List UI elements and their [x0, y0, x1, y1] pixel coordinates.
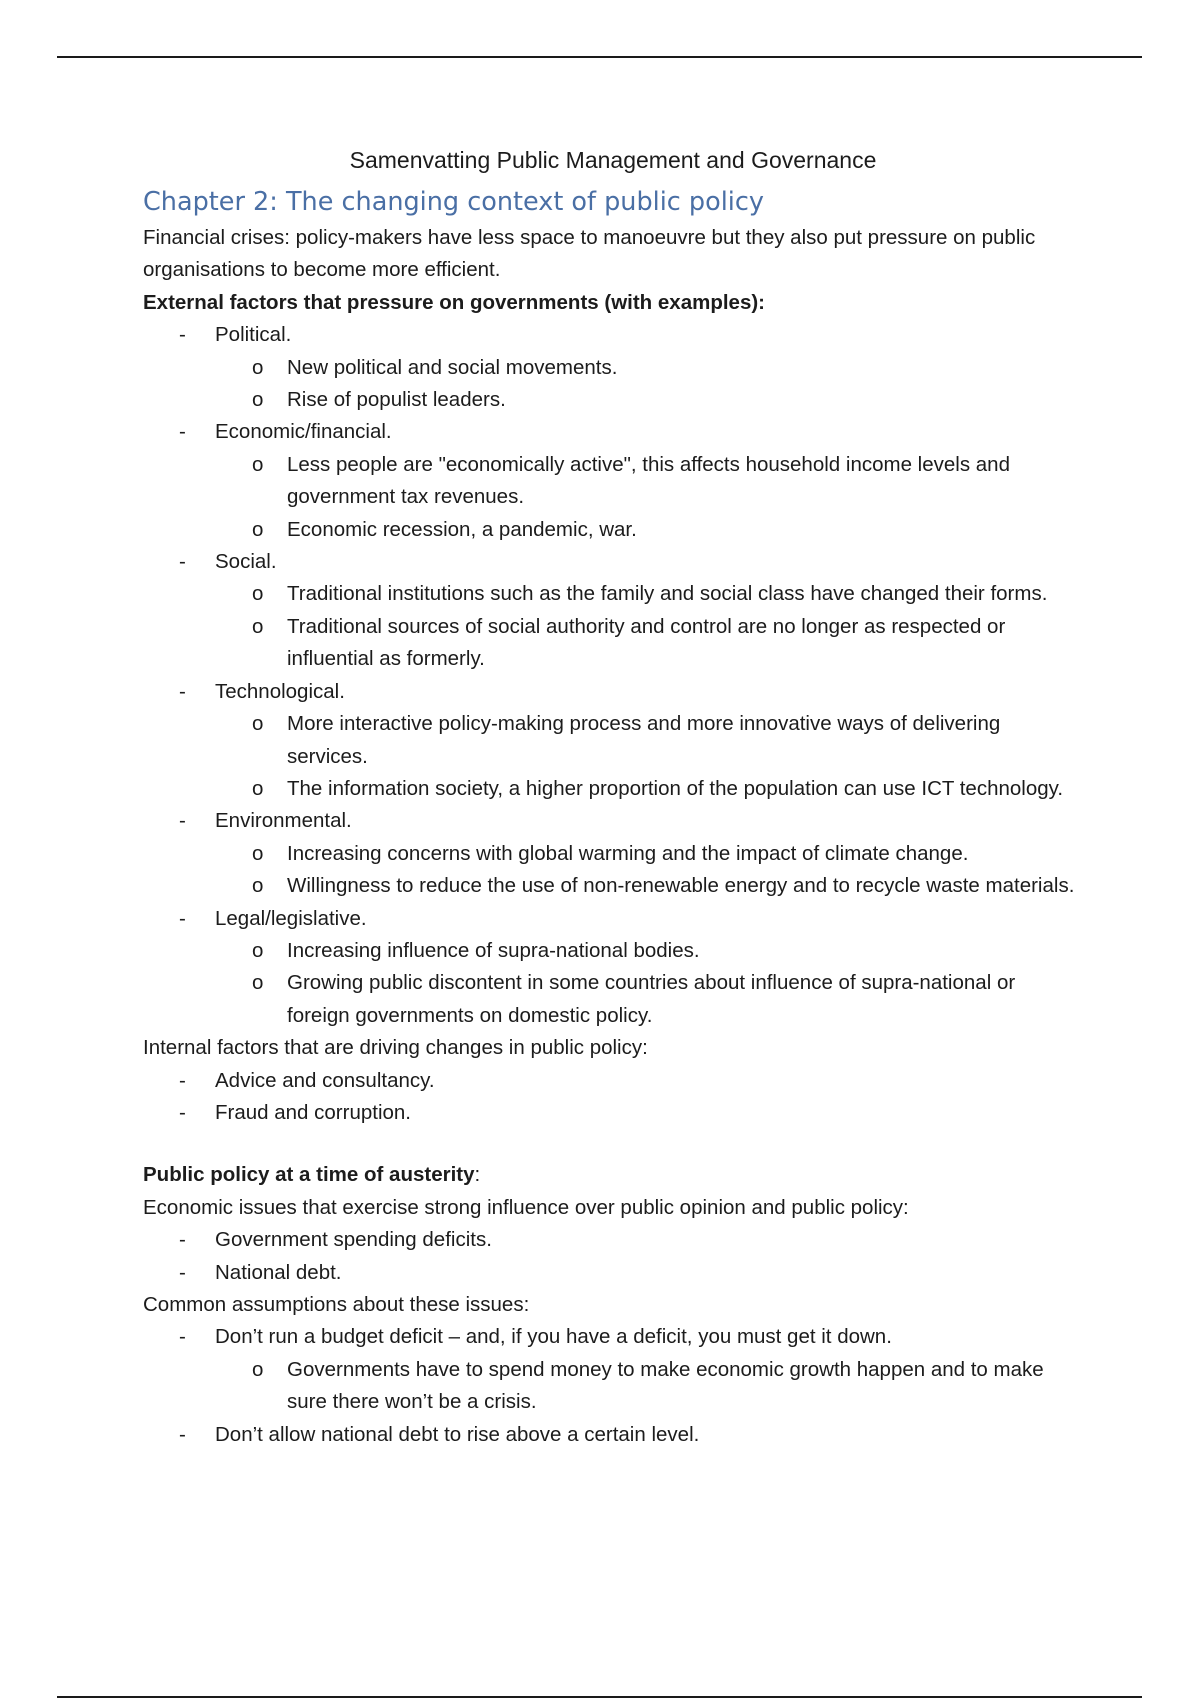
- example-item: [143, 1354, 1083, 1419]
- example-text: Governments have to spend money to make economic growth happen and to make sure there won’t be a crisis.: [287, 1357, 1044, 1414]
- example-item: [143, 967, 1083, 1032]
- circle-bullet: o: [252, 517, 264, 541]
- assumptions-list: [143, 1321, 1083, 1451]
- external-factors-list: [143, 319, 1083, 1032]
- circle-bullet: o: [252, 614, 264, 638]
- factor-economic: [143, 416, 1083, 546]
- external-factors-heading: External factors that pressure on governments (with examples):: [143, 290, 765, 314]
- dash-bullet: -: [179, 906, 186, 930]
- circle-bullet: o: [252, 1357, 264, 1381]
- list-item: [143, 1257, 1083, 1289]
- list-item: [143, 1097, 1083, 1129]
- factor-social: [143, 546, 1083, 676]
- dash-bullet: -: [179, 1068, 186, 1092]
- example-item: [143, 514, 1083, 546]
- factor-label: Legal/legislative.: [215, 906, 367, 930]
- internal-factors-heading: Internal factors that are driving changes in public policy:: [143, 1036, 648, 1060]
- list-item-text: Government spending deficits.: [215, 1228, 492, 1252]
- example-item: [143, 935, 1083, 967]
- factor-label: Technological.: [215, 679, 345, 703]
- circle-bullet: o: [252, 971, 264, 995]
- list-item-text: Advice and consultancy.: [215, 1068, 435, 1092]
- example-list: [143, 838, 1083, 903]
- assumption-item: [143, 1321, 1083, 1418]
- internal-factors-list: [143, 1065, 1083, 1130]
- example-list: [143, 935, 1083, 1032]
- example-text: Economic recession, a pandemic, war.: [287, 517, 637, 541]
- example-list: [143, 449, 1083, 546]
- example-list: [143, 578, 1083, 675]
- example-list: [143, 708, 1083, 805]
- circle-bullet: o: [252, 452, 264, 476]
- dash-bullet: -: [179, 1325, 186, 1349]
- document-body: [143, 140, 1083, 1451]
- example-item: [143, 870, 1083, 902]
- document-title: Samenvatting Public Management and Governance: [349, 147, 877, 173]
- circle-bullet: o: [252, 776, 264, 800]
- assumptions-intro: Common assumptions about these issues:: [143, 1293, 530, 1316]
- list-item-text: National debt.: [215, 1260, 342, 1284]
- circle-bullet: o: [252, 582, 264, 606]
- dash-bullet: -: [179, 1100, 186, 1124]
- circle-bullet: o: [252, 841, 264, 865]
- dash-bullet: -: [179, 1228, 186, 1252]
- circle-bullet: o: [252, 712, 264, 736]
- factor-label: Social.: [215, 550, 277, 574]
- circle-bullet: o: [252, 355, 264, 379]
- dash-bullet: -: [179, 1260, 186, 1284]
- austerity-heading-colon: :: [474, 1163, 481, 1187]
- list-item: [143, 1224, 1083, 1256]
- dash-bullet: -: [179, 550, 186, 574]
- example-text: Growing public discontent in some countries about influence of supra-national or foreign governments on domestic policy.: [287, 971, 1016, 1027]
- example-text: New political and social movements.: [287, 355, 618, 379]
- factor-label: Economic/financial.: [215, 420, 392, 444]
- example-text: Increasing influence of supra-national bodies.: [287, 938, 700, 962]
- assumption-item: [143, 1419, 1083, 1451]
- example-item: [143, 449, 1083, 514]
- circle-bullet: o: [252, 874, 264, 898]
- factor-label: Environmental.: [215, 809, 352, 833]
- intro-paragraph: Financial crises: policy-makers have less space to manoeuvre but they also put pressure on public organisations to become more efficient.: [143, 226, 1036, 282]
- chapter-heading: Chapter 2: The changing context of public policy: [143, 187, 765, 217]
- economic-issues-list: [143, 1224, 1083, 1289]
- dash-bullet: -: [179, 679, 186, 703]
- example-text: Willingness to reduce the use of non-renewable energy and to recycle waste materials.: [287, 874, 1075, 898]
- austerity-heading-line: [143, 1159, 1083, 1191]
- example-item: [143, 578, 1083, 610]
- example-item: [143, 352, 1083, 384]
- austerity-heading: Public policy at a time of austerity: [143, 1163, 475, 1187]
- dash-bullet: -: [179, 1422, 186, 1446]
- list-item-text: Fraud and corruption.: [215, 1100, 412, 1124]
- example-item: [143, 838, 1083, 870]
- factor-label: Political.: [215, 323, 292, 347]
- factor-political: [143, 319, 1083, 416]
- example-item: [143, 611, 1083, 676]
- dash-bullet: -: [179, 420, 186, 444]
- factor-legal: [143, 903, 1083, 1033]
- example-text: Less people are "economically active", this affects household income levels and government tax revenues.: [287, 452, 1010, 509]
- dash-bullet: -: [179, 809, 186, 833]
- example-text: Rise of populist leaders.: [287, 388, 506, 412]
- example-text: Traditional institutions such as the family and social class have changed their forms.: [287, 582, 1048, 606]
- dash-bullet: -: [179, 323, 186, 347]
- list-item: [143, 1065, 1083, 1097]
- factor-environmental: [143, 805, 1083, 902]
- assumption-text: Don’t allow national debt to rise above a certain level.: [215, 1422, 700, 1446]
- example-text: The information society, a higher proportion of the population can use ICT technology.: [287, 776, 1064, 800]
- header-rule: [57, 56, 1142, 58]
- circle-bullet: o: [252, 388, 264, 412]
- example-list: [143, 1354, 1083, 1419]
- assumption-text: Don’t run a budget deficit – and, if you have a deficit, you must get it down.: [215, 1325, 892, 1349]
- example-text: Increasing concerns with global warming and the impact of climate change.: [287, 841, 969, 865]
- footer-rule: [57, 1696, 1142, 1698]
- paragraph-spacer: [143, 1129, 1083, 1159]
- example-item: [143, 708, 1083, 773]
- example-text: More interactive policy-making process and more innovative ways of delivering services.: [287, 712, 1001, 768]
- example-text: Traditional sources of social authority and control are no longer as respected or influential as formerly.: [287, 614, 1006, 671]
- example-item: [143, 384, 1083, 416]
- economic-issues-intro: Economic issues that exercise strong influence over public opinion and public policy:: [143, 1195, 909, 1219]
- circle-bullet: o: [252, 938, 264, 962]
- factor-technological: [143, 676, 1083, 806]
- example-list: [143, 352, 1083, 417]
- example-item: [143, 773, 1083, 805]
